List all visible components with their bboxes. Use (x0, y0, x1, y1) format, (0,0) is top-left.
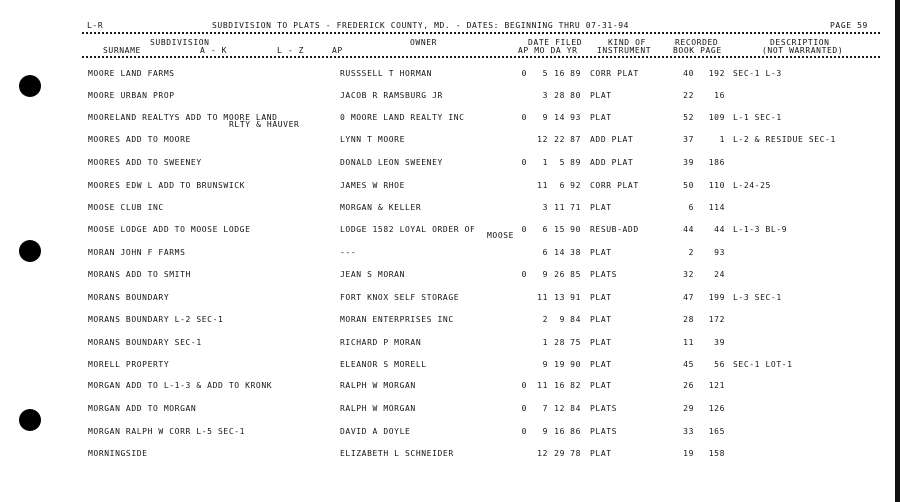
table-row (0, 248, 900, 258)
col-ap-mo-da-yr: AP MO DA YR (518, 46, 578, 55)
date-year: 90 (570, 225, 581, 234)
date-day: 5 (559, 158, 565, 167)
page-number-value: 114 (708, 203, 725, 212)
book-number: 47 (683, 293, 694, 302)
date-month: 6 (542, 248, 548, 257)
date-day: 9 (559, 315, 565, 324)
table-row (0, 225, 900, 240)
description: L-3 SEC-1 (733, 293, 782, 302)
book-number: 44 (683, 225, 694, 234)
table-row (0, 404, 900, 414)
subdivision-name: MOOSE CLUB INC (88, 203, 164, 212)
subdivision-name: MORANS ADD TO SMITH (88, 270, 191, 279)
book-number: 32 (683, 270, 694, 279)
owner-name: RALPH W MORGAN (340, 404, 416, 413)
page-number-value: 186 (708, 158, 725, 167)
subdivision-name: MORELL PROPERTY (88, 360, 170, 369)
table-row (0, 360, 900, 370)
table-row (0, 270, 900, 280)
owner-name: RUSSSELL T HORMAN (340, 69, 433, 78)
date-day: 28 (554, 338, 565, 347)
owner-name: ELIZABETH L SCHNEIDER (340, 449, 454, 458)
date-year: 84 (570, 404, 581, 413)
date-year: 92 (570, 181, 581, 190)
subdivision-name: MORGAN ADD TO L-1-3 & ADD TO KRONK (88, 381, 273, 390)
instrument-kind: PLAT (590, 381, 612, 390)
date-month: 3 (542, 203, 548, 212)
date-day: 22 (554, 135, 565, 144)
date-month: 11 (537, 293, 548, 302)
table-row (0, 158, 900, 168)
book-number: 19 (683, 449, 694, 458)
date-year: 89 (570, 69, 581, 78)
instrument-kind: PLAT (590, 449, 612, 458)
date-month: 12 (537, 449, 548, 458)
col-subdivision: SUBDIVISION (150, 38, 210, 47)
date-ap: 0 (521, 69, 527, 78)
date-month: 3 (542, 91, 548, 100)
owner-name: 0 MOORE LAND REALTY INC (340, 113, 465, 122)
instrument-kind: RESUB-ADD (590, 225, 639, 234)
date-month: 12 (537, 135, 548, 144)
book-number: 29 (683, 404, 694, 413)
subdivision-name: MOOSE LODGE ADD TO MOOSE LODGE (88, 225, 251, 234)
report-title: SUBDIVISION TO PLATS - FREDERICK COUNTY, MD. - DATES: BEGINNING THRU 07-31-94 (212, 21, 630, 30)
date-ap: 0 (521, 270, 527, 279)
date-year: 87 (570, 135, 581, 144)
subdivision-name: MORAN JOHN F FARMS (88, 248, 186, 257)
date-month: 11 (537, 381, 548, 390)
date-year: 75 (570, 338, 581, 347)
date-day: 14 (554, 113, 565, 122)
date-month: 9 (542, 113, 548, 122)
book-number: 52 (683, 113, 694, 122)
owner-name: MORAN ENTERPRISES INC (340, 315, 454, 324)
instrument-kind: PLATS (590, 270, 618, 279)
description: L-2 & RESIDUE SEC-1 (733, 135, 836, 144)
page-number-value: 172 (708, 315, 725, 324)
date-year: 85 (570, 270, 581, 279)
table-row (0, 181, 900, 191)
page-number-value: 24 (714, 270, 725, 279)
date-ap: 0 (521, 381, 527, 390)
date-day: 28 (554, 91, 565, 100)
table-row (0, 293, 900, 303)
date-ap: 0 (521, 427, 527, 436)
date-day: 13 (554, 293, 565, 302)
book-number: 39 (683, 158, 694, 167)
date-month: 1 (542, 158, 548, 167)
report-code: L-R (87, 21, 104, 30)
page-number: PAGE 59 (830, 21, 868, 30)
col-ap: AP (332, 46, 343, 55)
owner-name: JAMES W RHOE (340, 181, 405, 190)
date-month: 2 (542, 315, 548, 324)
owner-name: LODGE 1582 LOYAL ORDER OF (340, 225, 476, 234)
date-day: 16 (554, 69, 565, 78)
owner-name-cont: MOOSE (487, 231, 515, 240)
instrument-kind: PLAT (590, 113, 612, 122)
date-day: 16 (554, 427, 565, 436)
date-day: 11 (554, 203, 565, 212)
subdivision-name: MORNINGSIDE (88, 449, 148, 458)
owner-name: FORT KNOX SELF STORAGE (340, 293, 460, 302)
subdivision-name: MORANS BOUNDARY L-2 SEC-1 (88, 315, 224, 324)
table-row (0, 381, 900, 391)
instrument-kind: PLAT (590, 91, 612, 100)
date-ap: 0 (521, 404, 527, 413)
date-year: 78 (570, 449, 581, 458)
date-month: 9 (542, 427, 548, 436)
date-month: 7 (542, 404, 548, 413)
page-number-value: 39 (714, 338, 725, 347)
col-book-page: BOOK PAGE (673, 46, 722, 55)
date-month: 6 (542, 225, 548, 234)
page-number-value: 110 (708, 181, 725, 190)
page-number-value: 44 (714, 225, 725, 234)
date-day: 29 (554, 449, 565, 458)
book-number: 37 (683, 135, 694, 144)
date-day: 12 (554, 404, 565, 413)
subdivision-name-cont: RLTY & HAUVER (229, 120, 300, 129)
book-number: 50 (683, 181, 694, 190)
col-description: DESCRIPTION (770, 38, 830, 47)
subdivision-name: MORGAN ADD TO MORGAN (88, 404, 197, 413)
table-row (0, 315, 900, 325)
instrument-kind: PLAT (590, 315, 612, 324)
date-day: 14 (554, 248, 565, 257)
header-rule-top (82, 32, 880, 34)
owner-name: DONALD LEON SWEENEY (340, 158, 443, 167)
col-not-warranted: (NOT WARRANTED) (762, 46, 844, 55)
date-ap: 0 (521, 225, 527, 234)
col-recorded: RECORDED (675, 38, 719, 47)
header-rule-bottom (82, 56, 880, 58)
page-number-value: 126 (708, 404, 725, 413)
subdivision-name: MOORES ADD TO MOORE (88, 135, 191, 144)
table-row (0, 135, 900, 145)
col-owner: OWNER (410, 38, 438, 47)
subdivision-name: MORANS BOUNDARY SEC-1 (88, 338, 202, 347)
book-number: 26 (683, 381, 694, 390)
book-number: 22 (683, 91, 694, 100)
table-row (0, 91, 900, 101)
page-number-value: 16 (714, 91, 725, 100)
instrument-kind: PLAT (590, 293, 612, 302)
subdivision-name: MORGAN RALPH W CORR L-5 SEC-1 (88, 427, 246, 436)
instrument-kind: PLAT (590, 360, 612, 369)
description: SEC-1 L-3 (733, 69, 782, 78)
book-number: 11 (683, 338, 694, 347)
subdivision-name: MOORES EDW L ADD TO BRUNSWICK (88, 181, 246, 190)
owner-name: RALPH W MORGAN (340, 381, 416, 390)
subdivision-name: MORANS BOUNDARY (88, 293, 170, 302)
col-surname: SURNAME (103, 46, 141, 55)
instrument-kind: ADD PLAT (590, 158, 634, 167)
instrument-kind: CORR PLAT (590, 181, 639, 190)
instrument-kind: ADD PLAT (590, 135, 634, 144)
table-row (0, 203, 900, 213)
book-number: 45 (683, 360, 694, 369)
owner-name: JACOB R RAMSBURG JR (340, 91, 443, 100)
page-number-value: 93 (714, 248, 725, 257)
description: L-1-3 BL-9 (733, 225, 788, 234)
owner-name: MORGAN & KELLER (340, 203, 422, 212)
instrument-kind: PLAT (590, 203, 612, 212)
page-number-value: 199 (708, 293, 725, 302)
description: SEC-1 LOT-1 (733, 360, 793, 369)
table-row (0, 69, 900, 79)
description: L-24-25 (733, 181, 771, 190)
date-month: 9 (542, 270, 548, 279)
subdivision-name: MOORE LAND FARMS (88, 69, 175, 78)
date-year: 91 (570, 293, 581, 302)
col-a-k: A - K (200, 46, 228, 55)
date-day: 15 (554, 225, 565, 234)
description: L-1 SEC-1 (733, 113, 782, 122)
date-year: 80 (570, 91, 581, 100)
instrument-kind: CORR PLAT (590, 69, 639, 78)
date-day: 26 (554, 270, 565, 279)
date-year: 86 (570, 427, 581, 436)
instrument-kind: PLAT (590, 248, 612, 257)
owner-name: ELEANOR S MORELL (340, 360, 427, 369)
date-year: 89 (570, 158, 581, 167)
table-row (0, 427, 900, 437)
book-number: 6 (688, 203, 694, 212)
page-number-value: 165 (708, 427, 725, 436)
date-month: 9 (542, 360, 548, 369)
page-number-value: 109 (708, 113, 725, 122)
date-ap: 0 (521, 158, 527, 167)
col-date-filed: DATE FILED (528, 38, 583, 47)
book-number: 40 (683, 69, 694, 78)
page-number-value: 121 (708, 381, 725, 390)
instrument-kind: PLAT (590, 338, 612, 347)
date-month: 1 (542, 338, 548, 347)
col-l-z: L - Z (277, 46, 305, 55)
instrument-kind: PLATS (590, 427, 618, 436)
book-number: 2 (688, 248, 694, 257)
subdivision-name: MOORELAND REALTYS ADD TO MOORE LAND (88, 113, 278, 122)
date-year: 82 (570, 381, 581, 390)
date-day: 19 (554, 360, 565, 369)
page-number-value: 158 (708, 449, 725, 458)
owner-name: --- (340, 248, 357, 257)
table-row (0, 338, 900, 348)
page-number-value: 1 (719, 135, 725, 144)
book-number: 28 (683, 315, 694, 324)
subdivision-name: MOORE URBAN PROP (88, 91, 175, 100)
date-month: 11 (537, 181, 548, 190)
date-year: 84 (570, 315, 581, 324)
page-number-value: 56 (714, 360, 725, 369)
date-year: 93 (570, 113, 581, 122)
col-instrument: INSTRUMENT (597, 46, 652, 55)
date-year: 90 (570, 360, 581, 369)
date-year: 38 (570, 248, 581, 257)
date-day: 6 (559, 181, 565, 190)
owner-name: LYNN T MOORE (340, 135, 405, 144)
table-row (0, 449, 900, 459)
owner-name: DAVID A DOYLE (340, 427, 411, 436)
instrument-kind: PLATS (590, 404, 618, 413)
owner-name: RICHARD P MORAN (340, 338, 422, 347)
book-number: 33 (683, 427, 694, 436)
date-month: 5 (542, 69, 548, 78)
page-number-value: 192 (708, 69, 725, 78)
date-year: 71 (570, 203, 581, 212)
table-row (0, 113, 900, 129)
date-ap: 0 (521, 113, 527, 122)
col-kind-of: KIND OF (608, 38, 646, 47)
owner-name: JEAN S MORAN (340, 270, 405, 279)
subdivision-name: MOORES ADD TO SWEENEY (88, 158, 202, 167)
date-day: 16 (554, 381, 565, 390)
